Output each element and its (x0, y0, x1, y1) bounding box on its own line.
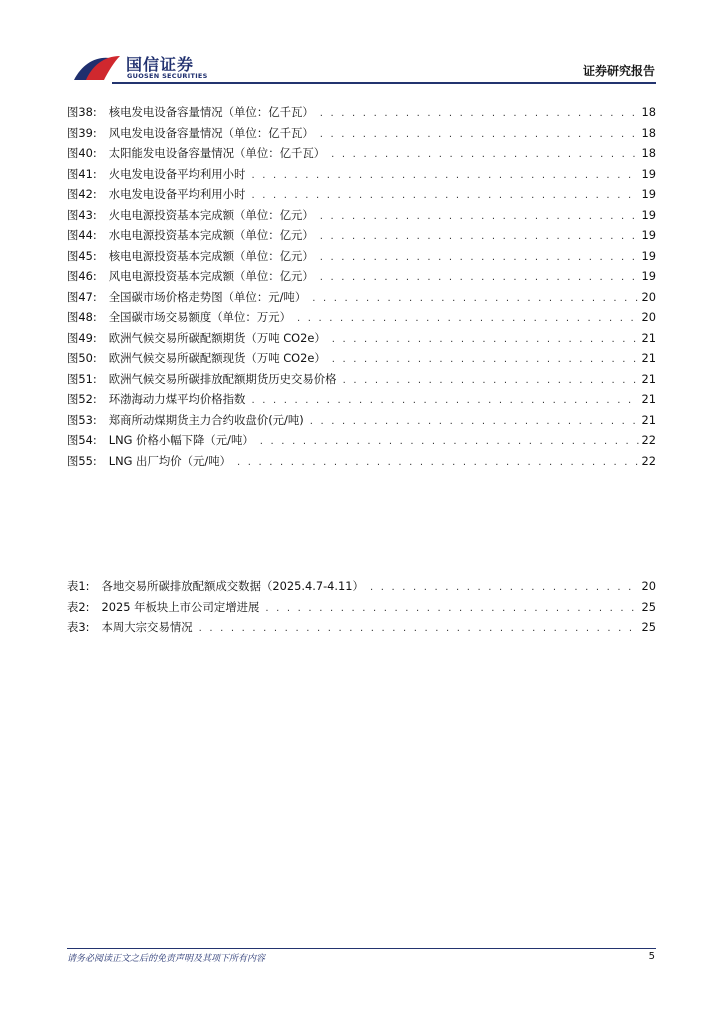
report-type-label: 证券研究报告 (582, 64, 655, 78)
entry-page-number: 19 (641, 269, 656, 283)
entry-title: 火电发电设备平均利用小时 (108, 166, 246, 181)
dot-leader (260, 432, 639, 453)
entry-label: 图46: (67, 269, 97, 283)
toc-entry[interactable] (67, 205, 656, 226)
dot-leader (320, 268, 639, 289)
disclaimer-note: 请务必阅读正文之后的免责声明及其项下所有内容 (67, 954, 266, 964)
entry-title: 欧洲气候交易所碳配额期货（万吨 CO2e） (108, 330, 326, 345)
entry-label: 图43: (67, 207, 97, 222)
dot-leader (312, 289, 638, 310)
entry-label: 图38: (67, 105, 97, 119)
entry-page-number: 19 (641, 166, 656, 181)
entry-page-number: 25 (641, 599, 656, 614)
entry-label: 图47: (67, 289, 97, 304)
toc-entry[interactable] (67, 143, 656, 164)
entry-label: 表2: (67, 599, 90, 614)
brand-name-en: GUOSEN SECURITIES (127, 72, 208, 80)
entry-page-number: 18 (641, 146, 656, 160)
dot-leader (320, 248, 639, 269)
entry-title: 环渤海动力煤平均价格指数 (108, 392, 246, 406)
brand-name-cn: 国信证券 (126, 55, 195, 74)
guosen-logo-icon (70, 50, 124, 84)
entry-title: 2025 年板块上市公司定增进展 (101, 599, 260, 614)
entry-label: 图54: (67, 433, 97, 447)
entry-title: 本周大宗交易情况 (101, 620, 193, 634)
entry-label: 图50: (67, 351, 97, 365)
dot-leader (251, 166, 638, 187)
toc-entry[interactable] (67, 348, 656, 369)
entry-page-number: 19 (641, 248, 656, 263)
toc-entry[interactable] (67, 123, 656, 144)
toc-entry[interactable] (67, 102, 656, 123)
toc-entry[interactable] (67, 410, 656, 431)
toc-entry[interactable] (67, 184, 656, 205)
dot-leader (251, 391, 638, 412)
entry-title: 风电电源投资基本完成额（单位：亿元） (108, 269, 314, 283)
page-number: 5 (648, 951, 655, 962)
toc-entry[interactable] (67, 225, 656, 246)
entry-label: 图44: (67, 228, 97, 242)
entry-page-number: 21 (641, 392, 656, 406)
entry-label: 图53: (67, 412, 97, 427)
entry-label: 图49: (67, 330, 97, 345)
entry-label: 表3: (67, 620, 90, 634)
entry-label: 图55: (67, 453, 97, 468)
toc-entry[interactable] (67, 287, 656, 308)
entry-label: 图52: (67, 392, 97, 406)
entry-page-number: 21 (641, 330, 656, 345)
entry-title: 火电电源投资基本完成额（单位：亿元） (108, 207, 314, 222)
entry-page-number: 18 (641, 105, 656, 119)
entry-page-number: 19 (641, 187, 656, 201)
entry-page-number: 21 (641, 351, 656, 365)
footer-divider (67, 948, 656, 949)
entry-page-number: 20 (641, 289, 656, 304)
entry-page-number: 20 (641, 579, 656, 593)
entry-label: 图39: (67, 125, 97, 140)
entry-title: 全国碳市场价格走势图（单位：元/吨） (108, 289, 307, 304)
entry-title: 核电发电设备容量情况（单位：亿千瓦） (108, 105, 314, 119)
toc-entry[interactable] (67, 266, 656, 287)
entry-label: 图45: (67, 248, 97, 263)
toc-entry[interactable] (67, 451, 656, 472)
toc-entry[interactable] (67, 597, 656, 618)
dot-leader (343, 371, 639, 392)
toc-entry[interactable] (67, 307, 656, 328)
entry-title: 风电发电设备容量情况（单位：亿千瓦） (108, 125, 314, 140)
dot-leader (320, 207, 639, 228)
entry-label: 图42: (67, 187, 97, 201)
entry-page-number: 21 (641, 371, 656, 386)
entry-title: 太阳能发电设备容量情况（单位：亿千瓦） (108, 146, 326, 160)
toc-entry[interactable] (67, 246, 656, 267)
entry-title: 欧洲气候交易所碳配额现货（万吨 CO2e） (108, 351, 326, 365)
page-header (0, 0, 724, 90)
entry-page-number: 25 (641, 620, 656, 634)
header-divider (112, 82, 656, 84)
toc-entry[interactable] (67, 430, 656, 451)
table-list (67, 576, 656, 638)
entry-label: 图41: (67, 166, 97, 181)
entry-title: 欧洲气候交易所碳排放配额期货历史交易价格 (108, 371, 337, 386)
entry-label: 图40: (67, 146, 97, 160)
dot-leader (332, 330, 639, 351)
dot-leader (331, 145, 638, 166)
dot-leader (320, 104, 639, 125)
entry-label: 表1: (67, 579, 90, 593)
dot-leader (297, 309, 639, 330)
figure-list (67, 102, 656, 471)
entry-title: 各地交易所碳排放配额成交数据（2025.4.7-4.11） (101, 579, 364, 593)
entry-page-number: 22 (641, 433, 656, 447)
toc-entry[interactable] (67, 328, 656, 349)
dot-leader (237, 453, 638, 474)
guosen-logo (70, 50, 210, 84)
dot-leader (251, 186, 638, 207)
entry-title: 水电电源投资基本完成额（单位：亿元） (108, 228, 314, 242)
entry-page-number: 19 (641, 207, 656, 222)
entry-title: 核电电源投资基本完成额（单位：亿元） (108, 248, 314, 263)
entry-label: 图51: (67, 371, 97, 386)
dot-leader (370, 578, 639, 599)
dot-leader (199, 619, 639, 640)
toc-entry[interactable] (67, 389, 656, 410)
entry-title: LNG 价格小幅下降（元/吨） (108, 433, 254, 447)
entry-title: 郑商所动煤期货主力合约收盘价(元/吨) (108, 412, 304, 427)
entry-page-number: 22 (641, 453, 656, 468)
dot-leader (265, 599, 638, 620)
dot-leader (310, 412, 639, 433)
entry-title: 水电发电设备平均利用小时 (108, 187, 246, 201)
toc-entry[interactable] (67, 576, 656, 597)
dot-leader (320, 227, 639, 248)
dot-leader (320, 125, 639, 146)
entry-page-number: 20 (641, 310, 656, 324)
toc-entry[interactable] (67, 369, 656, 390)
toc-entry[interactable] (67, 164, 656, 185)
entry-page-number: 21 (641, 412, 656, 427)
entry-page-number: 19 (641, 228, 656, 242)
toc-entry[interactable] (67, 617, 656, 638)
entry-page-number: 18 (641, 125, 656, 140)
entry-title: 全国碳市场交易额度（单位：万元） (108, 310, 291, 324)
entry-label: 图48: (67, 310, 97, 324)
entry-title: LNG 出厂均价（元/吨） (108, 453, 232, 468)
dot-leader (332, 350, 639, 371)
